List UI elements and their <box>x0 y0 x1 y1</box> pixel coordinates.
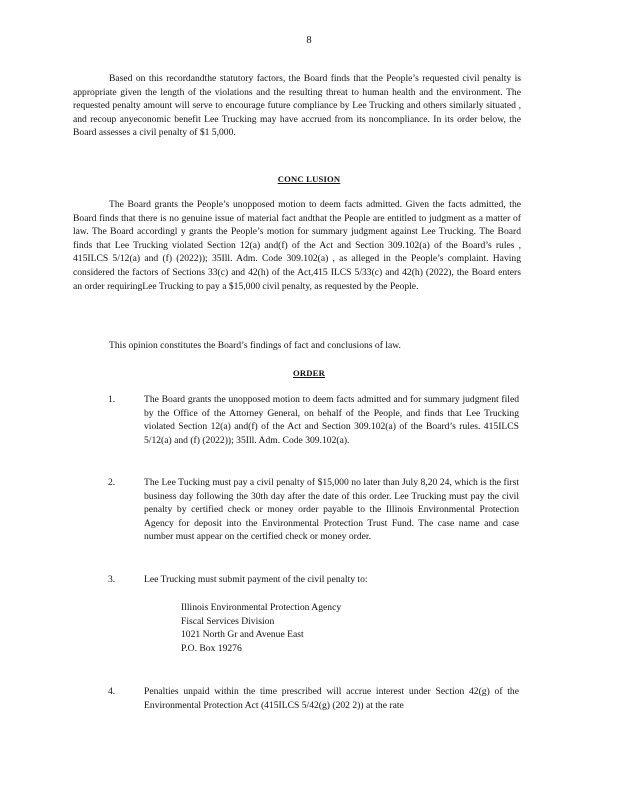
order-item-text: Lee Trucking must submit payment of the civil penalty to: <box>144 574 368 585</box>
address-line-po-box: P.O. Box 19276 <box>181 642 242 654</box>
page-number: 8 <box>306 35 312 46</box>
address-line-agency: Illinois Environmental Protection Agency <box>181 602 342 613</box>
findings-statement: This opinion constitutes the Board’s findings of fact and conclusions of law. <box>109 340 401 351</box>
conclusion-paragraph: The Board grants the People’s unopposed motion to deem facts admitted. Given the facts admitted, the Board finds that there is no genuine issue of material fact andthat the People are entitled to judgment as a matter of law. The Board accordingl y grants the People’s motion for summary judgment against Lee Trucking. The Board finds that Lee Trucking violated Section 12(a) and(f) of the Act and Section 309.102(a) of the Board’s rules , 415ILCS 5/12(a) and (f) (2022)); 35Ill. Adm. Code 309.102(a) , as alleged in the People’s complaint. Having considered the factors of Sections 33(c) and 42(h) of the Act,415 ILCS 5/33(c) and 42(h) (2022), the Board enters an order requiringLee Trucking to pay a $15,000 civil penalty, as requested by the People. <box>73 199 521 292</box>
payment-address <box>181 601 481 655</box>
order-item-text: The Lee Tucking must pay a civil penalty of $15,000 no later than July 8,20 24, which is the first business day following the 30th day after the date of this order. Lee Trucking must pay the civil penalty by certified check or money order payable to the Illinois Environmental Protection Agency for deposit into the Environmental Protection Trust Fund. The case name and case number must appear on the certified check or money order. <box>144 477 519 543</box>
order-item-number: 1. <box>108 394 116 405</box>
address-line-street: 1021 North Gr and Avenue East <box>181 629 304 641</box>
conclusion-heading: CONC LUSION <box>277 174 341 184</box>
order-heading: ORDER <box>292 368 326 378</box>
order-item-text: Penalties unpaid within the time prescribed will accrue interest under Section 42(g) of the Environmental Protection Act (415ILCS 5/42(g) (202 2)) at the rate <box>144 686 519 711</box>
order-item-text: The Board grants the unopposed motion to deem facts admitted and for summary judgment filed by the Office of the Attorney General, on behalf of the People, and finds that Lee Trucking violated Section 12(a) and(f) of the Act and Section 309.102(a) of the Board’s rules. 415ILCS 5/12(a) and (f) (2022)); 35Ill. Adm. Code 309.102(a). <box>144 394 519 446</box>
order-item-number: 2. <box>108 477 116 488</box>
penalty-assessment-paragraph: Based on this recordandthe statutory factors, the Board finds that the People’s requested civil penalty is appropriate given the length of the violations and the resulting threat to human health and the environment. The requested penalty amount will serve to encourage future compliance by Lee Trucking and others similarly situated , and recoup anyeconomic benefit Lee Trucking may have accrued from its noncompliance. In its order below, the Board assesses a civil penalty of $1 5,000. <box>73 73 521 139</box>
address-line-division: Fiscal Services Division <box>181 615 275 627</box>
order-item-number: 4. <box>108 686 116 697</box>
order-item-number: 3. <box>108 574 116 585</box>
